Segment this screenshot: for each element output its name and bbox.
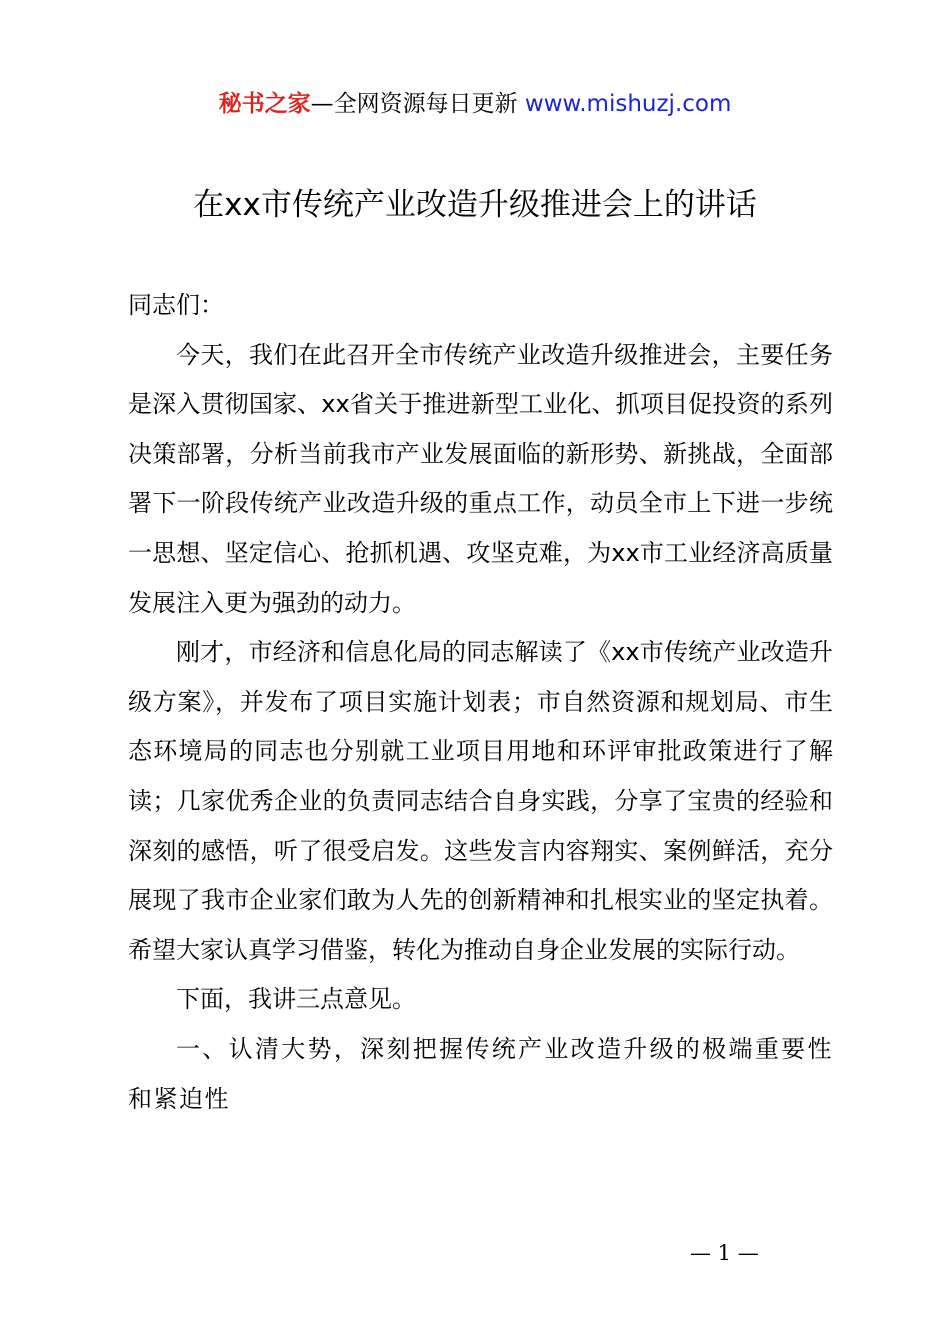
brand-name: 秘书之家 xyxy=(218,91,311,117)
salutation: 同志们： xyxy=(128,291,224,319)
document-title: 在xx市传统产业改造升级推进会上的讲话 xyxy=(193,187,757,223)
page-number: — 1 — xyxy=(690,1241,759,1265)
header-tagline: —全网资源每日更新 xyxy=(310,91,525,117)
site-header xyxy=(0,86,950,122)
section-heading: 一、认清大势，深刻把握传统产业改造升级的极端重要性和紧迫性 xyxy=(128,1034,833,1113)
paragraph: 刚才，市经济和信息化局的同志解读了《xx市传统产业改造升级方案》，并发布了项目实施计划表；市自然资源和规划局、市生态环境局的同志也分别就工业项目用地和环评审批政策进行了解读；几家优秀企业的负责同志结合自身实践，分享了宝贵的经验和深刻的感悟，听了很受启发。这些发言内容翔实、案例鲜活，充分展现了我市企业家们敢为人先的创新精神和扎根实业的坚定执着。希望大家认真学习借鉴，转化为推动自身企业发展的实际行动。 xyxy=(128,638,833,964)
paragraph: 今天，我们在此召开全市传统产业改造升级推进会，主要任务是深入贯彻国家、xx省关于推进新型工业化、抓项目促投资的系列决策部署，分析当前我市产业发展面临的新形势、新挑战，全面部署下一阶段传统产业改造升级的重点工作，动员全市上下进一步统一思想、坚定信心、抢抓机遇、攻坚克难，为xx市工业经济高质量发展注入更为强劲的动力。 xyxy=(128,340,833,617)
site-url-link[interactable]: www.mishuzj.com xyxy=(524,91,732,117)
paragraph: 下面，我讲三点意见。 xyxy=(176,985,416,1014)
document-body xyxy=(128,281,833,1124)
